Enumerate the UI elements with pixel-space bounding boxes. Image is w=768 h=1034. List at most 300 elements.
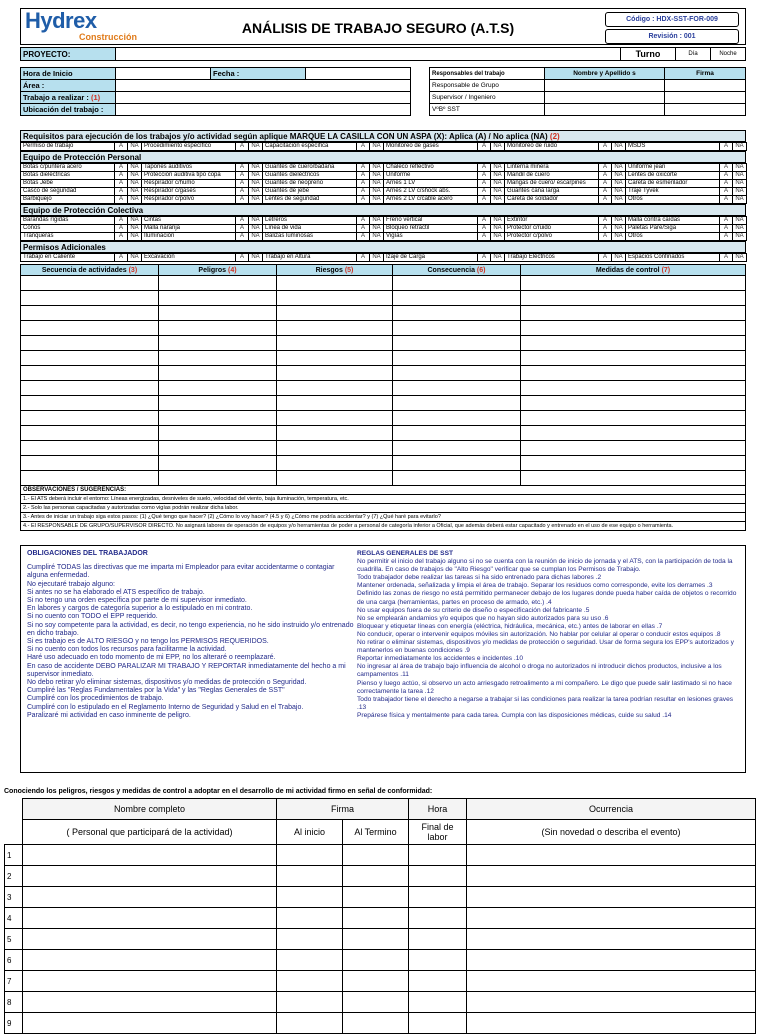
grid-cell[interactable] <box>393 381 521 396</box>
epc-item: Vigías <box>384 233 478 241</box>
firma-termino-cell[interactable] <box>343 992 409 1013</box>
epc-table <box>20 216 747 241</box>
grid-cell[interactable] <box>21 441 159 456</box>
grid-cell[interactable] <box>393 411 521 426</box>
permiso-check-a[interactable]: A <box>236 254 249 262</box>
permiso-check-na[interactable]: NA <box>491 254 505 262</box>
ocurrencia-cell[interactable] <box>467 971 756 992</box>
epc-check-a[interactable]: A <box>720 225 733 233</box>
hora-cell[interactable] <box>409 887 467 908</box>
obligacion-item: Si no soy competente para la actividad, es decir, no tengo experiencia, no he sido instruido y/o entrenado en dicho trabajo. <box>27 621 354 637</box>
epp-item: Guantes de cuero/badana <box>263 164 357 172</box>
epc-check-na[interactable]: NA <box>612 233 626 241</box>
requisito-check-a[interactable]: A <box>720 143 733 151</box>
firma-inicio-cell[interactable] <box>277 1013 343 1034</box>
grid-cell[interactable] <box>277 471 393 486</box>
epp-check-na[interactable]: NA <box>733 164 747 172</box>
grid-cell[interactable] <box>521 276 746 291</box>
epc-check-a[interactable]: A <box>599 225 612 233</box>
observacion-item: 3.- Antes de iniciar un trabajo siga estos pasos: (1) ¿Qué tengo que hacer? (2) ¿Cómo lo voy hacer? (4.5 y 6) ¿Cómo me podría accidentar? y (7) ¿Qué haré para evitarlo? <box>21 513 746 522</box>
grid-cell[interactable] <box>159 456 277 471</box>
epp-item: Linterna minera <box>505 164 599 172</box>
epp-check-a[interactable]: A <box>115 172 128 180</box>
nombre-cell[interactable] <box>23 929 277 950</box>
firma-termino-cell[interactable] <box>343 950 409 971</box>
epp-check-a[interactable]: A <box>720 188 733 196</box>
grid-cell[interactable] <box>277 381 393 396</box>
regla-item: No permitir el inicio del trabajo alguno si no se cuenta con la reunión de inicio de jornada y el ATS, con la participación de toda la cuadrilla. En caso de trabajos de "Alto Riesgo" verificar que se cumplan los Permisos de Trabajo. <box>357 558 733 574</box>
epp-check-na[interactable]: NA <box>612 172 626 180</box>
row-number: 8 <box>5 992 23 1013</box>
epc-check-na[interactable]: NA <box>491 233 505 241</box>
epp-item: Guantes de jebe <box>263 188 357 196</box>
al-termino-header: Al Termino <box>343 820 409 845</box>
grid-cell[interactable] <box>21 471 159 486</box>
epp-check-a[interactable]: A <box>357 172 370 180</box>
epc-check-a[interactable]: A <box>115 233 128 241</box>
grid-cell[interactable] <box>393 351 521 366</box>
grid-cell[interactable] <box>277 396 393 411</box>
epp-check-na[interactable]: NA <box>249 164 263 172</box>
epp-check-a[interactable]: A <box>720 164 733 172</box>
epc-check-na[interactable]: NA <box>249 225 263 233</box>
ocurrencia-sub: (Sin novedad o describa el evento) <box>467 820 756 845</box>
grid-cell[interactable] <box>277 441 393 456</box>
grid-cell[interactable] <box>393 366 521 381</box>
epp-check-na[interactable]: NA <box>128 172 142 180</box>
proyecto-row <box>20 47 746 61</box>
grid-cell[interactable] <box>159 366 277 381</box>
hora-inicio-field[interactable] <box>116 68 211 80</box>
grid-cell[interactable] <box>521 306 746 321</box>
epp-item: Uniforme jean <box>626 164 720 172</box>
epp-check-na[interactable]: NA <box>128 196 142 204</box>
epp-check-a[interactable]: A <box>236 172 249 180</box>
grid-cell[interactable] <box>521 456 746 471</box>
grid-cell[interactable] <box>521 441 746 456</box>
firma-termino-cell[interactable] <box>343 1013 409 1034</box>
epp-check-na[interactable]: NA <box>249 180 263 188</box>
grid-cell[interactable] <box>159 471 277 486</box>
trabajo-field[interactable] <box>116 92 411 104</box>
epc-check-na[interactable]: NA <box>370 233 384 241</box>
hora-cell[interactable] <box>409 866 467 887</box>
epp-check-na[interactable]: NA <box>733 172 747 180</box>
resp-grupo-firma[interactable] <box>665 80 746 92</box>
epc-check-a[interactable]: A <box>478 225 491 233</box>
grid-cell[interactable] <box>277 321 393 336</box>
grid-cell[interactable] <box>159 291 277 306</box>
vobo-nombre[interactable] <box>545 104 665 116</box>
supervisor-firma[interactable] <box>665 92 746 104</box>
grid-cell[interactable] <box>393 396 521 411</box>
epp-check-na[interactable]: NA <box>249 188 263 196</box>
permisos-title: Permisos Adicionales <box>21 242 746 253</box>
nombre-cell[interactable] <box>23 950 277 971</box>
epc-check-a[interactable]: A <box>720 233 733 241</box>
grid-cell[interactable] <box>393 276 521 291</box>
epc-check-a[interactable]: A <box>478 233 491 241</box>
epp-check-a[interactable]: A <box>115 188 128 196</box>
epc-check-na[interactable]: NA <box>612 225 626 233</box>
epc-check-na[interactable]: NA <box>370 217 384 225</box>
permiso-check-a[interactable]: A <box>115 254 128 262</box>
requisito-check-na[interactable]: NA <box>128 143 142 151</box>
grid-cell[interactable] <box>521 366 746 381</box>
grid-cell[interactable] <box>277 291 393 306</box>
grid-cell[interactable] <box>21 381 159 396</box>
epp-check-a[interactable]: A <box>115 196 128 204</box>
hora-cell[interactable] <box>409 929 467 950</box>
grid-cell[interactable] <box>21 351 159 366</box>
ocurrencia-cell[interactable] <box>467 992 756 1013</box>
firma-inicio-cell[interactable] <box>277 929 343 950</box>
grid-cell[interactable] <box>21 366 159 381</box>
permiso-check-na[interactable]: NA <box>249 254 263 262</box>
area-field[interactable] <box>116 80 411 92</box>
epp-check-a[interactable]: A <box>357 188 370 196</box>
grid-cell[interactable] <box>521 411 746 426</box>
grid-cell[interactable] <box>159 396 277 411</box>
responsables-title: Responsables del trabajo <box>430 68 545 80</box>
requisito-check-a[interactable]: A <box>478 143 491 151</box>
obligacion-item: No debo retirar y/o eliminar sistemas, dispositivos y/o medidas de protección o Seguridad. <box>27 679 307 687</box>
grid-cell[interactable] <box>21 411 159 426</box>
permiso-check-na[interactable]: NA <box>612 254 626 262</box>
hora-cell[interactable] <box>409 992 467 1013</box>
ocurrencia-cell[interactable] <box>467 866 756 887</box>
obligaciones-title: OBLIGACIONES DEL TRABAJADOR <box>27 550 148 557</box>
epp-item: Guantes caña larga <box>505 188 599 196</box>
permiso-check-a[interactable]: A <box>357 254 370 262</box>
epp-check-a[interactable]: A <box>236 196 249 204</box>
rules-section <box>20 545 746 773</box>
epc-check-a[interactable]: A <box>236 233 249 241</box>
epp-check-na[interactable]: NA <box>612 188 626 196</box>
epp-check-a[interactable]: A <box>599 196 612 204</box>
epp-check-a[interactable]: A <box>599 164 612 172</box>
epp-check-na[interactable]: NA <box>249 172 263 180</box>
epp-check-a[interactable]: A <box>478 196 491 204</box>
permiso-check-a[interactable]: A <box>478 254 491 262</box>
firma-inicio-cell[interactable] <box>277 971 343 992</box>
epp-check-a[interactable]: A <box>236 164 249 172</box>
grid-row <box>21 381 746 396</box>
grid-cell[interactable] <box>277 276 393 291</box>
grid-cell[interactable] <box>521 471 746 486</box>
hora-cell[interactable] <box>409 845 467 866</box>
obligacion-item: Si antes no se ha elaborado el ATS específico de trabajo. <box>27 588 205 596</box>
company-logo <box>25 8 145 43</box>
epc-check-a[interactable]: A <box>357 217 370 225</box>
epc-check-a[interactable]: A <box>236 217 249 225</box>
firma-inicio-cell[interactable] <box>277 908 343 929</box>
epp-check-a[interactable]: A <box>720 196 733 204</box>
epp-item: Chaleco reflectivo <box>384 164 478 172</box>
grid-cell[interactable] <box>21 306 159 321</box>
ubicacion-field[interactable] <box>116 104 411 116</box>
requisito-check-a[interactable]: A <box>236 143 249 151</box>
grid-cell[interactable] <box>21 321 159 336</box>
nombre-cell[interactable] <box>23 992 277 1013</box>
epp-check-a[interactable]: A <box>478 188 491 196</box>
grid-cell[interactable] <box>159 381 277 396</box>
epc-check-a[interactable]: A <box>599 217 612 225</box>
epc-item: Cintas <box>142 217 236 225</box>
obligacion-item: Cumpliré con los procedimientos de trabajo. <box>27 695 164 703</box>
grid-cell[interactable] <box>159 441 277 456</box>
ocurrencia-cell[interactable] <box>467 887 756 908</box>
grid-cell[interactable] <box>521 321 746 336</box>
requisito-check-na[interactable]: NA <box>491 143 505 151</box>
epc-check-na[interactable]: NA <box>733 233 747 241</box>
epp-check-a[interactable]: A <box>478 180 491 188</box>
epp-check-a[interactable]: A <box>115 180 128 188</box>
hora-cell[interactable] <box>409 1013 467 1034</box>
epp-check-na[interactable]: NA <box>491 164 505 172</box>
requisito-check-na[interactable]: NA <box>370 143 384 151</box>
epp-item: Barbiquejo <box>21 196 115 204</box>
ocurrencia-cell[interactable] <box>467 845 756 866</box>
epp-item: Respirador c/polvo <box>142 196 236 204</box>
epc-item: Protector c/polvo <box>505 233 599 241</box>
row-number: 7 <box>5 971 23 992</box>
grid-cell[interactable] <box>21 336 159 351</box>
permiso-check-a[interactable]: A <box>720 254 733 262</box>
grid-cell[interactable] <box>521 336 746 351</box>
row-number: 4 <box>5 908 23 929</box>
firma-termino-cell[interactable] <box>343 845 409 866</box>
grid-cell[interactable] <box>277 351 393 366</box>
hora-cell[interactable] <box>409 950 467 971</box>
epc-check-na[interactable]: NA <box>733 225 747 233</box>
epp-check-na[interactable]: NA <box>370 180 384 188</box>
grid-cell[interactable] <box>159 351 277 366</box>
grid-cell[interactable] <box>21 276 159 291</box>
epc-check-na[interactable]: NA <box>249 217 263 225</box>
regla-item: Reportar inmediatamente los accidentes e incidentes .10 <box>357 655 524 663</box>
firma-termino-cell[interactable] <box>343 908 409 929</box>
epc-check-a[interactable]: A <box>478 217 491 225</box>
grid-cell[interactable] <box>21 426 159 441</box>
grid-cell[interactable] <box>277 366 393 381</box>
epp-check-a[interactable]: A <box>478 164 491 172</box>
permiso-check-na[interactable]: NA <box>128 254 142 262</box>
epc-check-a[interactable]: A <box>599 233 612 241</box>
firma-inicio-cell[interactable] <box>277 845 343 866</box>
epp-check-a[interactable]: A <box>599 188 612 196</box>
grid-cell[interactable] <box>159 276 277 291</box>
epc-check-a[interactable]: A <box>720 217 733 225</box>
firma-inicio-cell[interactable] <box>277 866 343 887</box>
grid-cell[interactable] <box>521 351 746 366</box>
grid-cell[interactable] <box>521 291 746 306</box>
epc-check-a[interactable]: A <box>236 225 249 233</box>
epc-check-a[interactable]: A <box>115 225 128 233</box>
requisito-check-a[interactable]: A <box>357 143 370 151</box>
epp-check-na[interactable]: NA <box>249 196 263 204</box>
nombre-header: Nombre completo <box>23 799 277 820</box>
epc-check-na[interactable]: NA <box>491 217 505 225</box>
epp-check-a[interactable]: A <box>236 180 249 188</box>
nombre-cell[interactable] <box>23 845 277 866</box>
grid-cell[interactable] <box>277 426 393 441</box>
regla-item: Prepárese física y mentalmente para cada tarea. Cumpla con las disposiciones médicas, cuide su salud .14 <box>357 711 672 719</box>
grid-header: Peligros (4) <box>159 265 277 276</box>
epp-item: Respirador c/gases <box>142 188 236 196</box>
grid-cell[interactable] <box>393 336 521 351</box>
signature-row <box>5 992 756 1013</box>
hora-inicio-label: Hora de Inicio <box>21 68 116 80</box>
epc-check-a[interactable]: A <box>357 225 370 233</box>
grid-cell[interactable] <box>159 306 277 321</box>
ocurrencia-cell[interactable] <box>467 908 756 929</box>
grid-cell[interactable] <box>277 456 393 471</box>
epc-check-a[interactable]: A <box>357 233 370 241</box>
epp-check-a[interactable]: A <box>357 164 370 172</box>
epp-check-na[interactable]: NA <box>491 188 505 196</box>
epp-check-na[interactable]: NA <box>612 196 626 204</box>
epp-check-na[interactable]: NA <box>128 164 142 172</box>
regla-item: Definido las zonas de riesgo no está permitido permanecer debajo de los lugares donde pueda haber caída de objetos o recorrido de una carga (herramientas, partes en proceso de armado, etc.) .4 <box>357 590 737 606</box>
epp-check-na[interactable]: NA <box>612 164 626 172</box>
epp-check-na[interactable]: NA <box>733 196 747 204</box>
epc-title: Equipo de Protección Colectiva <box>21 205 746 216</box>
grid-cell[interactable] <box>521 426 746 441</box>
epc-check-na[interactable]: NA <box>128 225 142 233</box>
hora-cell[interactable] <box>409 971 467 992</box>
grid-cell[interactable] <box>21 456 159 471</box>
nombre-cell[interactable] <box>23 866 277 887</box>
grid-cell[interactable] <box>21 291 159 306</box>
epp-check-a[interactable]: A <box>720 172 733 180</box>
epc-check-na[interactable]: NA <box>128 217 142 225</box>
epp-check-na[interactable]: NA <box>128 180 142 188</box>
nombre-cell[interactable] <box>23 1013 277 1034</box>
firma-inicio-cell[interactable] <box>277 950 343 971</box>
grid-cell[interactable] <box>159 426 277 441</box>
supervisor-nombre[interactable] <box>545 92 665 104</box>
epp-title: Equipo de Protección Personal <box>21 152 746 163</box>
proyecto-field[interactable] <box>116 48 621 61</box>
epp-item: Arnés 2 LV c/shock abs. <box>384 188 478 196</box>
epp-check-na[interactable]: NA <box>491 196 505 204</box>
nombre-cell[interactable] <box>23 908 277 929</box>
grid-cell[interactable] <box>21 396 159 411</box>
ocurrencia-cell[interactable] <box>467 929 756 950</box>
grid-cell[interactable] <box>277 411 393 426</box>
epp-check-a[interactable]: A <box>357 180 370 188</box>
requisito-check-a[interactable]: A <box>599 143 612 151</box>
turno-noche[interactable]: Noche <box>711 48 746 61</box>
requisito-check-na[interactable]: NA <box>612 143 626 151</box>
epc-check-na[interactable]: NA <box>733 217 747 225</box>
epp-check-na[interactable]: NA <box>128 188 142 196</box>
turno-dia[interactable]: Día <box>676 48 711 61</box>
ocurrencia-cell[interactable] <box>467 950 756 971</box>
obligaciones-panel <box>27 550 357 720</box>
grid-cell[interactable] <box>393 306 521 321</box>
nombre-cell[interactable] <box>23 971 277 992</box>
grid-cell[interactable] <box>393 441 521 456</box>
epc-check-na[interactable]: NA <box>128 233 142 241</box>
grid-cell[interactable] <box>393 426 521 441</box>
epp-check-na[interactable]: NA <box>733 188 747 196</box>
epc-check-na[interactable]: NA <box>370 225 384 233</box>
requisito-check-na[interactable]: NA <box>733 143 747 151</box>
grid-cell[interactable] <box>521 396 746 411</box>
firma-inicio-cell[interactable] <box>277 992 343 1013</box>
grid-cell[interactable] <box>159 321 277 336</box>
epp-check-a[interactable]: A <box>599 172 612 180</box>
grid-cell[interactable] <box>521 381 746 396</box>
signature-table <box>4 798 756 1034</box>
requisito-item: MSDS <box>626 143 720 151</box>
grid-cell[interactable] <box>393 471 521 486</box>
grid-cell[interactable] <box>277 336 393 351</box>
epp-check-na[interactable]: NA <box>370 164 384 172</box>
requisito-check-na[interactable]: NA <box>249 143 263 151</box>
grid-cell[interactable] <box>393 291 521 306</box>
form-revision: Revisión : 001 <box>605 29 739 44</box>
grid-cell[interactable] <box>393 321 521 336</box>
grid-cell[interactable] <box>393 456 521 471</box>
epc-check-na[interactable]: NA <box>249 233 263 241</box>
hora-cell[interactable] <box>409 908 467 929</box>
firma-inicio-cell[interactable] <box>277 887 343 908</box>
grid-cell[interactable] <box>159 336 277 351</box>
epc-item: Malla contra caídas <box>626 217 720 225</box>
epp-check-a[interactable]: A <box>236 188 249 196</box>
epp-check-na[interactable]: NA <box>733 180 747 188</box>
epc-check-na[interactable]: NA <box>612 217 626 225</box>
grid-cell[interactable] <box>277 306 393 321</box>
epc-check-a[interactable]: A <box>115 217 128 225</box>
epp-check-a[interactable]: A <box>720 180 733 188</box>
firma-termino-cell[interactable] <box>343 887 409 908</box>
epc-item: Otros <box>626 233 720 241</box>
permiso-check-na[interactable]: NA <box>733 254 747 262</box>
epp-check-na[interactable]: NA <box>370 188 384 196</box>
epp-check-na[interactable]: NA <box>612 180 626 188</box>
epp-check-na[interactable]: NA <box>491 180 505 188</box>
grid-cell[interactable] <box>159 411 277 426</box>
turno-label: Turno <box>621 48 676 61</box>
epp-check-a[interactable]: A <box>478 172 491 180</box>
signature-row <box>5 929 756 950</box>
epp-check-na[interactable]: NA <box>370 172 384 180</box>
firma-termino-cell[interactable] <box>343 929 409 950</box>
permiso-check-a[interactable]: A <box>599 254 612 262</box>
epp-check-a[interactable]: A <box>357 196 370 204</box>
epp-check-na[interactable]: NA <box>370 196 384 204</box>
nombre-sub: ( Personal que participará de la actividad) <box>23 820 277 845</box>
epp-check-a[interactable]: A <box>599 180 612 188</box>
form-header <box>20 8 746 45</box>
ocurrencia-cell[interactable] <box>467 1013 756 1034</box>
vobo-firma[interactable] <box>665 104 746 116</box>
firma-termino-cell[interactable] <box>343 866 409 887</box>
epp-check-a[interactable]: A <box>115 164 128 172</box>
permiso-check-na[interactable]: NA <box>370 254 384 262</box>
requisito-check-a[interactable]: A <box>115 143 128 151</box>
fecha-field[interactable] <box>306 68 411 80</box>
nombre-cell[interactable] <box>23 887 277 908</box>
epc-check-na[interactable]: NA <box>491 225 505 233</box>
firma-termino-cell[interactable] <box>343 971 409 992</box>
resp-grupo-nombre[interactable] <box>545 80 665 92</box>
epp-check-na[interactable]: NA <box>491 172 505 180</box>
